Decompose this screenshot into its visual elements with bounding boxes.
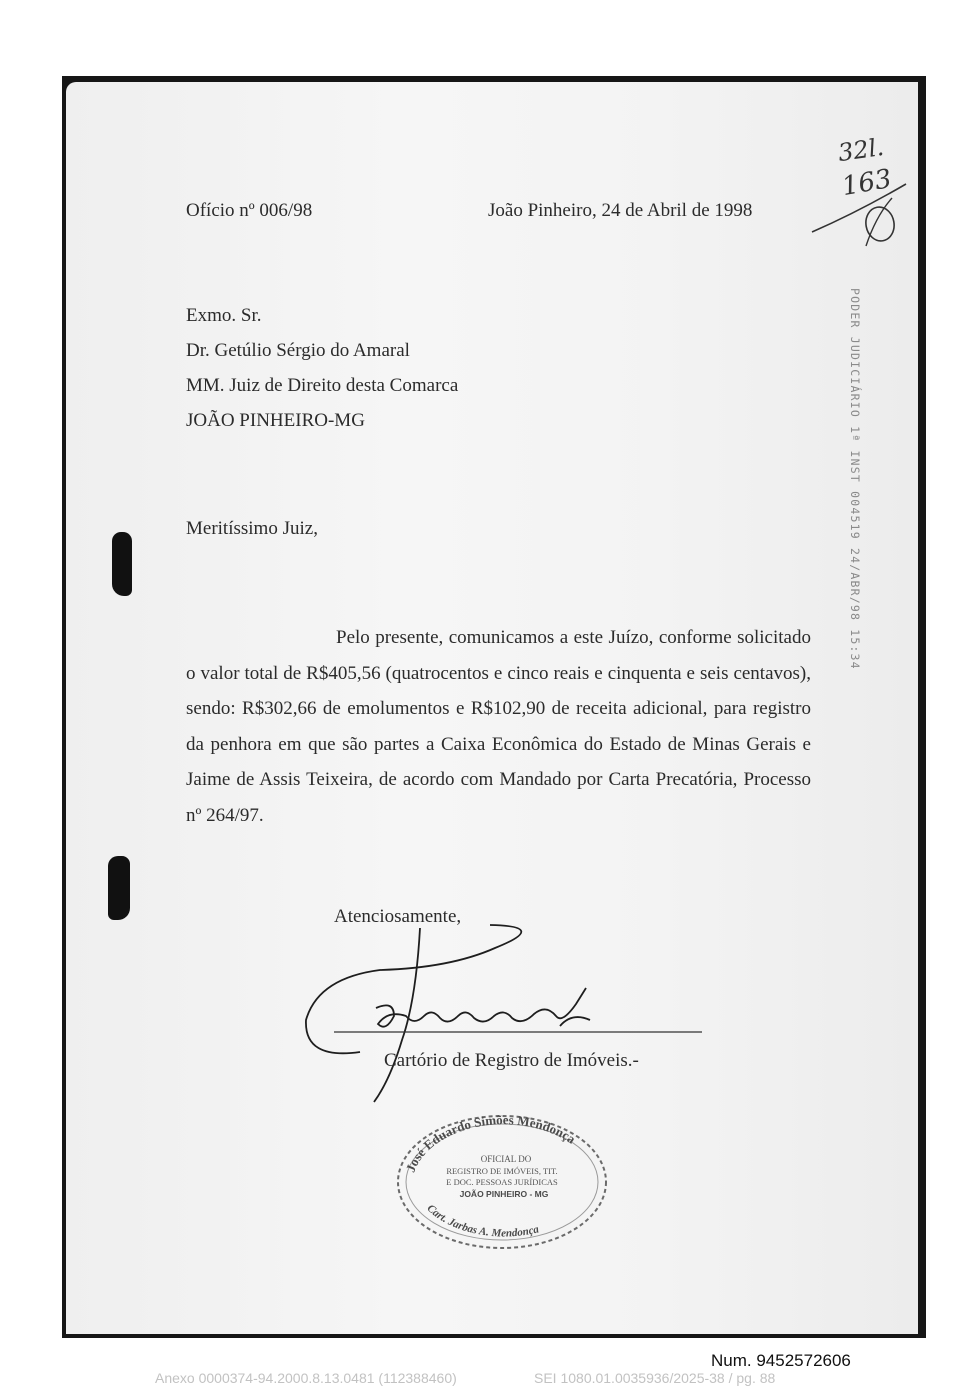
recipient-line-3: MM. Juiz de Direito desta Comarca [186,375,459,396]
punch-hole-upper [112,532,132,596]
recipient-line-1: Exmo. Sr. [186,305,262,326]
seal-line-3: E DOC. PESSOAS JURÍDICAS [446,1177,558,1187]
body-text: Pelo presente, comunicamos a este Juízo, conforme solicitado o valor total de R$405,56 (quatrocentos e cinco reais e cinquenta e seis centavos), sendo: R$302,66 de emolumentos e R$102,90 de receita adicional, para registro da penhora em que são partes a Caixa Econômica do Estado de Minas Gerais e Jaime de Assis Teixeira, de acordo com Mandado por Carta Precatória, Processo nº 264/97. [186,627,811,826]
folio-annotation-a: 32l. [836,132,886,168]
document-number: Num. 9452572606 [711,1351,851,1370]
svg-text:José Eduardo Simões Mendonça [403,1112,579,1174]
seal-bottom-arc: Cart. Jarbas A. Mendonça [424,1202,541,1240]
folio-annotation-b: 163 [839,163,894,203]
seal-line-1: OFICIAL DO [480,1154,532,1164]
seal-line-2: REGISTRO DE IMÓVEIS, TIT. [446,1166,558,1176]
recipient-line-2: Dr. Getúlio Sérgio do Amaral [186,340,410,361]
protocol-stamp: PODER JUDICIÁRIO 1ª INST 004519 24/ABR/98 15:34 [848,288,862,670]
seal-line-4: JOÃO PINHEIRO - MG [459,1189,549,1199]
svg-text:Cart. Jarbas A. Mendonça [425,1202,541,1239]
salutation: Meritíssimo Juiz, [186,518,318,539]
closing: Atenciosamente, [334,906,462,927]
folio-scribble [808,176,918,266]
footer-anexo: Anexo 0000374-94.2000.8.13.0481 (112388460) [155,1370,457,1386]
body-paragraph [186,620,811,834]
seal-top-arc: José Eduardo Simões Mendonça [402,1112,579,1175]
place-date: João Pinheiro, 24 de Abril de 1998 [488,200,753,221]
official-seal [390,1104,614,1254]
footer-sei: SEI 1080.01.0035936/2025-38 / pg. 88 [534,1370,776,1386]
handwritten-signature [290,920,710,1130]
recipient-line-4: JOÃO PINHEIRO-MG [186,410,365,431]
punch-hole-lower [108,856,130,920]
signature-label: Cartório de Registro de Imóveis.- [384,1050,639,1071]
oficio-number: Ofício nº 006/98 [186,200,313,221]
